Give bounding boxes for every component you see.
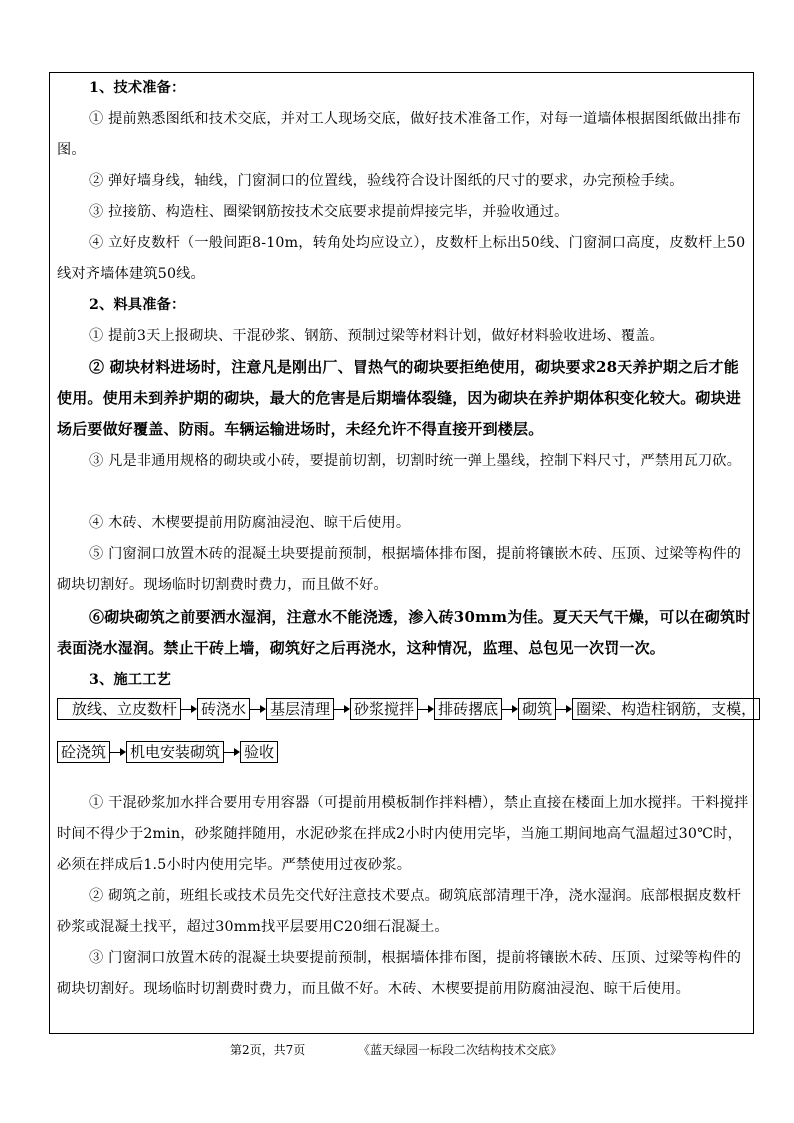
flow-step-10: 验收 [240, 741, 278, 763]
process-item-3: ③ 门窗洞口放置木砖的混凝土块要提前预制，根据墙体排布图，提前将镶嵌木砖、压顶、过梁等构件的砌块切割好。现场临时切割费时费力，而且做不好。木砖、木楔要提前用防腐油浸泡、晾干后使用。 [57, 950, 742, 997]
section-heading-materials: 2、料具准备： [89, 297, 186, 313]
flow-step-1: 放线、立皮数杆 [57, 698, 181, 720]
flow-step-9: 机电安装砌筑 [126, 741, 224, 763]
technical-item-4: ④ 立好皮数杆（一般间距8-10m，转角处均应设立），皮数杆上标出50线、门窗洞口高度，皮数杆上50线对齐墙体建筑50线。 [57, 235, 746, 282]
flow-arrow-icon [181, 699, 197, 719]
flow-step-4: 砂浆搅拌 [350, 698, 418, 720]
materials-item-5: ⑤ 门窗洞口放置木砖的混凝土块要提前预制，根据墙体排布图，提前将镶嵌木砖、压顶、过梁等构件的砌块切割好。现场临时切割费时费力，而且做不好。 [57, 546, 742, 593]
flow-arrow-icon [334, 699, 350, 719]
page-number: 第2页，共7页 [230, 1043, 306, 1057]
flow-step-5: 排砖撂底 [434, 698, 502, 720]
flow-step-8: 砼浇筑 [57, 741, 110, 763]
materials-item-3: ③ 凡是非通用规格的砌块或小砖，要提前切割，切割时统一弹上墨线，控制下料尺寸，严禁用瓦刀砍。 [89, 453, 742, 469]
technical-item-3: ③ 拉接筋、构造柱、圈梁钢筋按技术交底要求提前焊接完毕，并验收通过。 [89, 204, 569, 220]
materials-item-4: ④ 木砖、木楔要提前用防腐油浸泡、晾干后使用。 [89, 515, 411, 531]
flow-arrow-icon [110, 742, 126, 762]
technical-item-1: ① 提前熟悉图纸和技术交底，并对工人现场交底，做好技术准备工作，对每一道墙体根据图纸做出排布图。 [57, 111, 742, 158]
document-title: 《蓝天绿园一标段二次结构技术交底》 [358, 1043, 563, 1057]
materials-item-2: ② 砌块材料进场时，注意凡是刚出厂、冒热气的砌块要拒绝使用，砌块要求28天养护期之后才能使用。使用未到养护期的砌块，最大的危害是后期墙体裂缝，因为砌块在养护期体积变化较大。砌块进场后要做好覆盖、防雨。车辆运输进场时，未经允许不得直接开到楼层。 [57, 358, 742, 438]
process-item-1: ① 干混砂浆加水拌合要用专用容器（可提前用模板制作拌料槽），禁止直接在楼面上加水搅拌。干料搅拌时间不得少于2min，砂浆随拌随用，水泥砂浆在拌成2小时内使用完毕，当施工期间地高气温超过30℃时，必须在拌成后1.5小时内使用完毕。严禁使用过夜砂浆。 [57, 795, 749, 873]
flow-arrow-icon [502, 699, 518, 719]
process-flow-row-1 [57, 698, 760, 720]
flow-arrow-icon [418, 699, 434, 719]
flow-step-2: 砖浇水 [197, 698, 250, 720]
flow-step-3: 基层清理 [266, 698, 334, 720]
section-heading-process: 3、施工工艺 [89, 672, 172, 688]
technical-item-2: ② 弹好墙身线，轴线，门窗洞口的位置线，验线符合设计图纸的尺寸的要求，办完预检手续。 [89, 173, 684, 189]
process-item-2: ② 砌筑之前，班组长或技术员先交代好注意技术要点。砌筑底部清理干净，浇水湿润。底部根据皮数杆砂浆或混凝土找平，超过30mm找平层要用C20细石混凝土。 [57, 888, 742, 935]
flow-step-7: 圈梁、构造柱钢筋，支模， [572, 698, 760, 720]
section-heading-technical: 1、技术准备： [89, 80, 186, 96]
flow-arrow-icon [250, 699, 266, 719]
flow-arrow-icon [556, 699, 572, 719]
materials-item-1: ① 提前3天上报砌块、干混砂浆、钢筋、预制过梁等材料计划，做好材料验收进场、覆盖。 [89, 328, 665, 344]
materials-item-6: ⑥砌块砌筑之前要洒水湿润，注意水不能浇透，渗入砖30mm为佳。夏天天气干燥，可以在砌筑时表面浇水湿润。禁止干砖上墙，砌筑好之后再浇水，这种情况，监理、总包见一次罚一次。 [57, 608, 751, 657]
flow-arrow-icon [224, 742, 240, 762]
process-flow-row-2 [57, 741, 278, 763]
flow-step-6: 砌筑 [518, 698, 556, 720]
